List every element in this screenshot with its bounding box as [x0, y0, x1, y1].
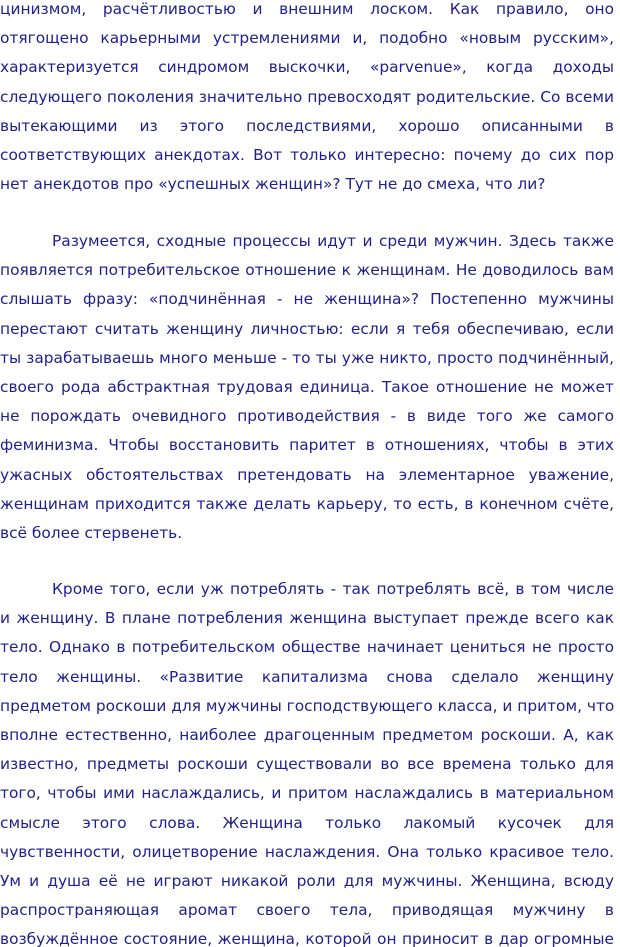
paragraph-1	[0, 0, 614, 199]
text-line: феминизма. Чтобы восстановить паритет в отношениях, чтобы в этих	[0, 436, 614, 455]
text-line: вытекающими из этого последствиями, хорошо описанными в	[0, 116, 614, 135]
text-line: Разумеется, сходные процессы идут и среди мужчин. Здесь также	[52, 232, 614, 250]
text-line: появляется потребительское отношение к женщинам. Не доводилось вам	[0, 261, 614, 280]
text-line: возбуждённое состояние, женщина, которой он приносит в дар огромные	[0, 930, 614, 947]
text-line: Ум и душа её не играют никакой роли для мужчины. Женщина, всюду	[0, 871, 614, 890]
text-line: того, чтобы ими наслаждались, и притом наслаждались в материальном	[0, 784, 614, 803]
text-line: соответствующих анекдотах. Вот только интересно: почему до сих пор	[0, 145, 614, 164]
text-line: не порождать очевидного противодействия - в виде того же самого	[0, 407, 614, 426]
text-line: перестают считать женщину личностью: если я тебя обеспечиваю, если	[0, 319, 614, 338]
text-line: вполне естественно, наиболее драгоценным предметом роскоши. А, как	[0, 725, 614, 744]
text-line: слышать фразу: «подчинённая - не женщина»? Постепенно мужчины	[0, 290, 614, 309]
text-line: тело женщины. «Развитие капитализма снова сделало женщину	[0, 667, 614, 686]
text-line: всё более стервенеть.	[0, 523, 183, 542]
paragraph-3	[0, 575, 614, 947]
text-line: предметом роскоши для мужчины господствующего класса, и притом, что	[0, 696, 615, 715]
text-line: отягощено карьерными устремлениями и, подобно «новым русским»,	[0, 29, 614, 48]
text-line: распространяющая аромат своего тела, приводящая мужчину в	[0, 901, 614, 920]
text-line: женщинам приходится также делать карьеру, то есть, в конечном счёте,	[0, 494, 614, 513]
text-line: ужасных обстоятельствах претендовать на элементарное уважение,	[0, 465, 614, 484]
text-line: и женщину. В плане потребления женщина выступает прежде всего как	[0, 609, 614, 628]
text-line: цинизмом, расчётливостью и внешним лоском. Как правило, оно	[0, 0, 614, 18]
text-line: Кроме того, если уж потреблять - так потреблять всё, в том числе	[52, 580, 614, 598]
text-line: своего рода абстрактная трудовая единица. Такое отношение не может	[0, 377, 614, 396]
paragraph-2	[0, 227, 614, 548]
text-line: ты зарабатываешь много меньше - то ты уже никто, просто подчинённый,	[0, 348, 614, 367]
text-line: известно, предметы роскоши существовали во все времена только для	[0, 755, 614, 774]
text-line: характеризуется синдромом выскочки, «parvenue», когда доходы	[0, 58, 614, 77]
text-line: смысле этого слова. Женщина только лакомый кусочек для	[0, 813, 614, 832]
text-line: чувственности, олицетворение наслаждения. Она только красивое тело.	[0, 842, 614, 861]
text-line: тело. Однако в потребительском обществе начинает цениться не просто	[0, 638, 614, 657]
text-line: нет анекдотов про «успешных женщин»? Тут не до смеха, что ли?	[0, 175, 546, 194]
text-line: следующего поколения значительно превосходят родительские. Со всеми	[0, 87, 614, 106]
